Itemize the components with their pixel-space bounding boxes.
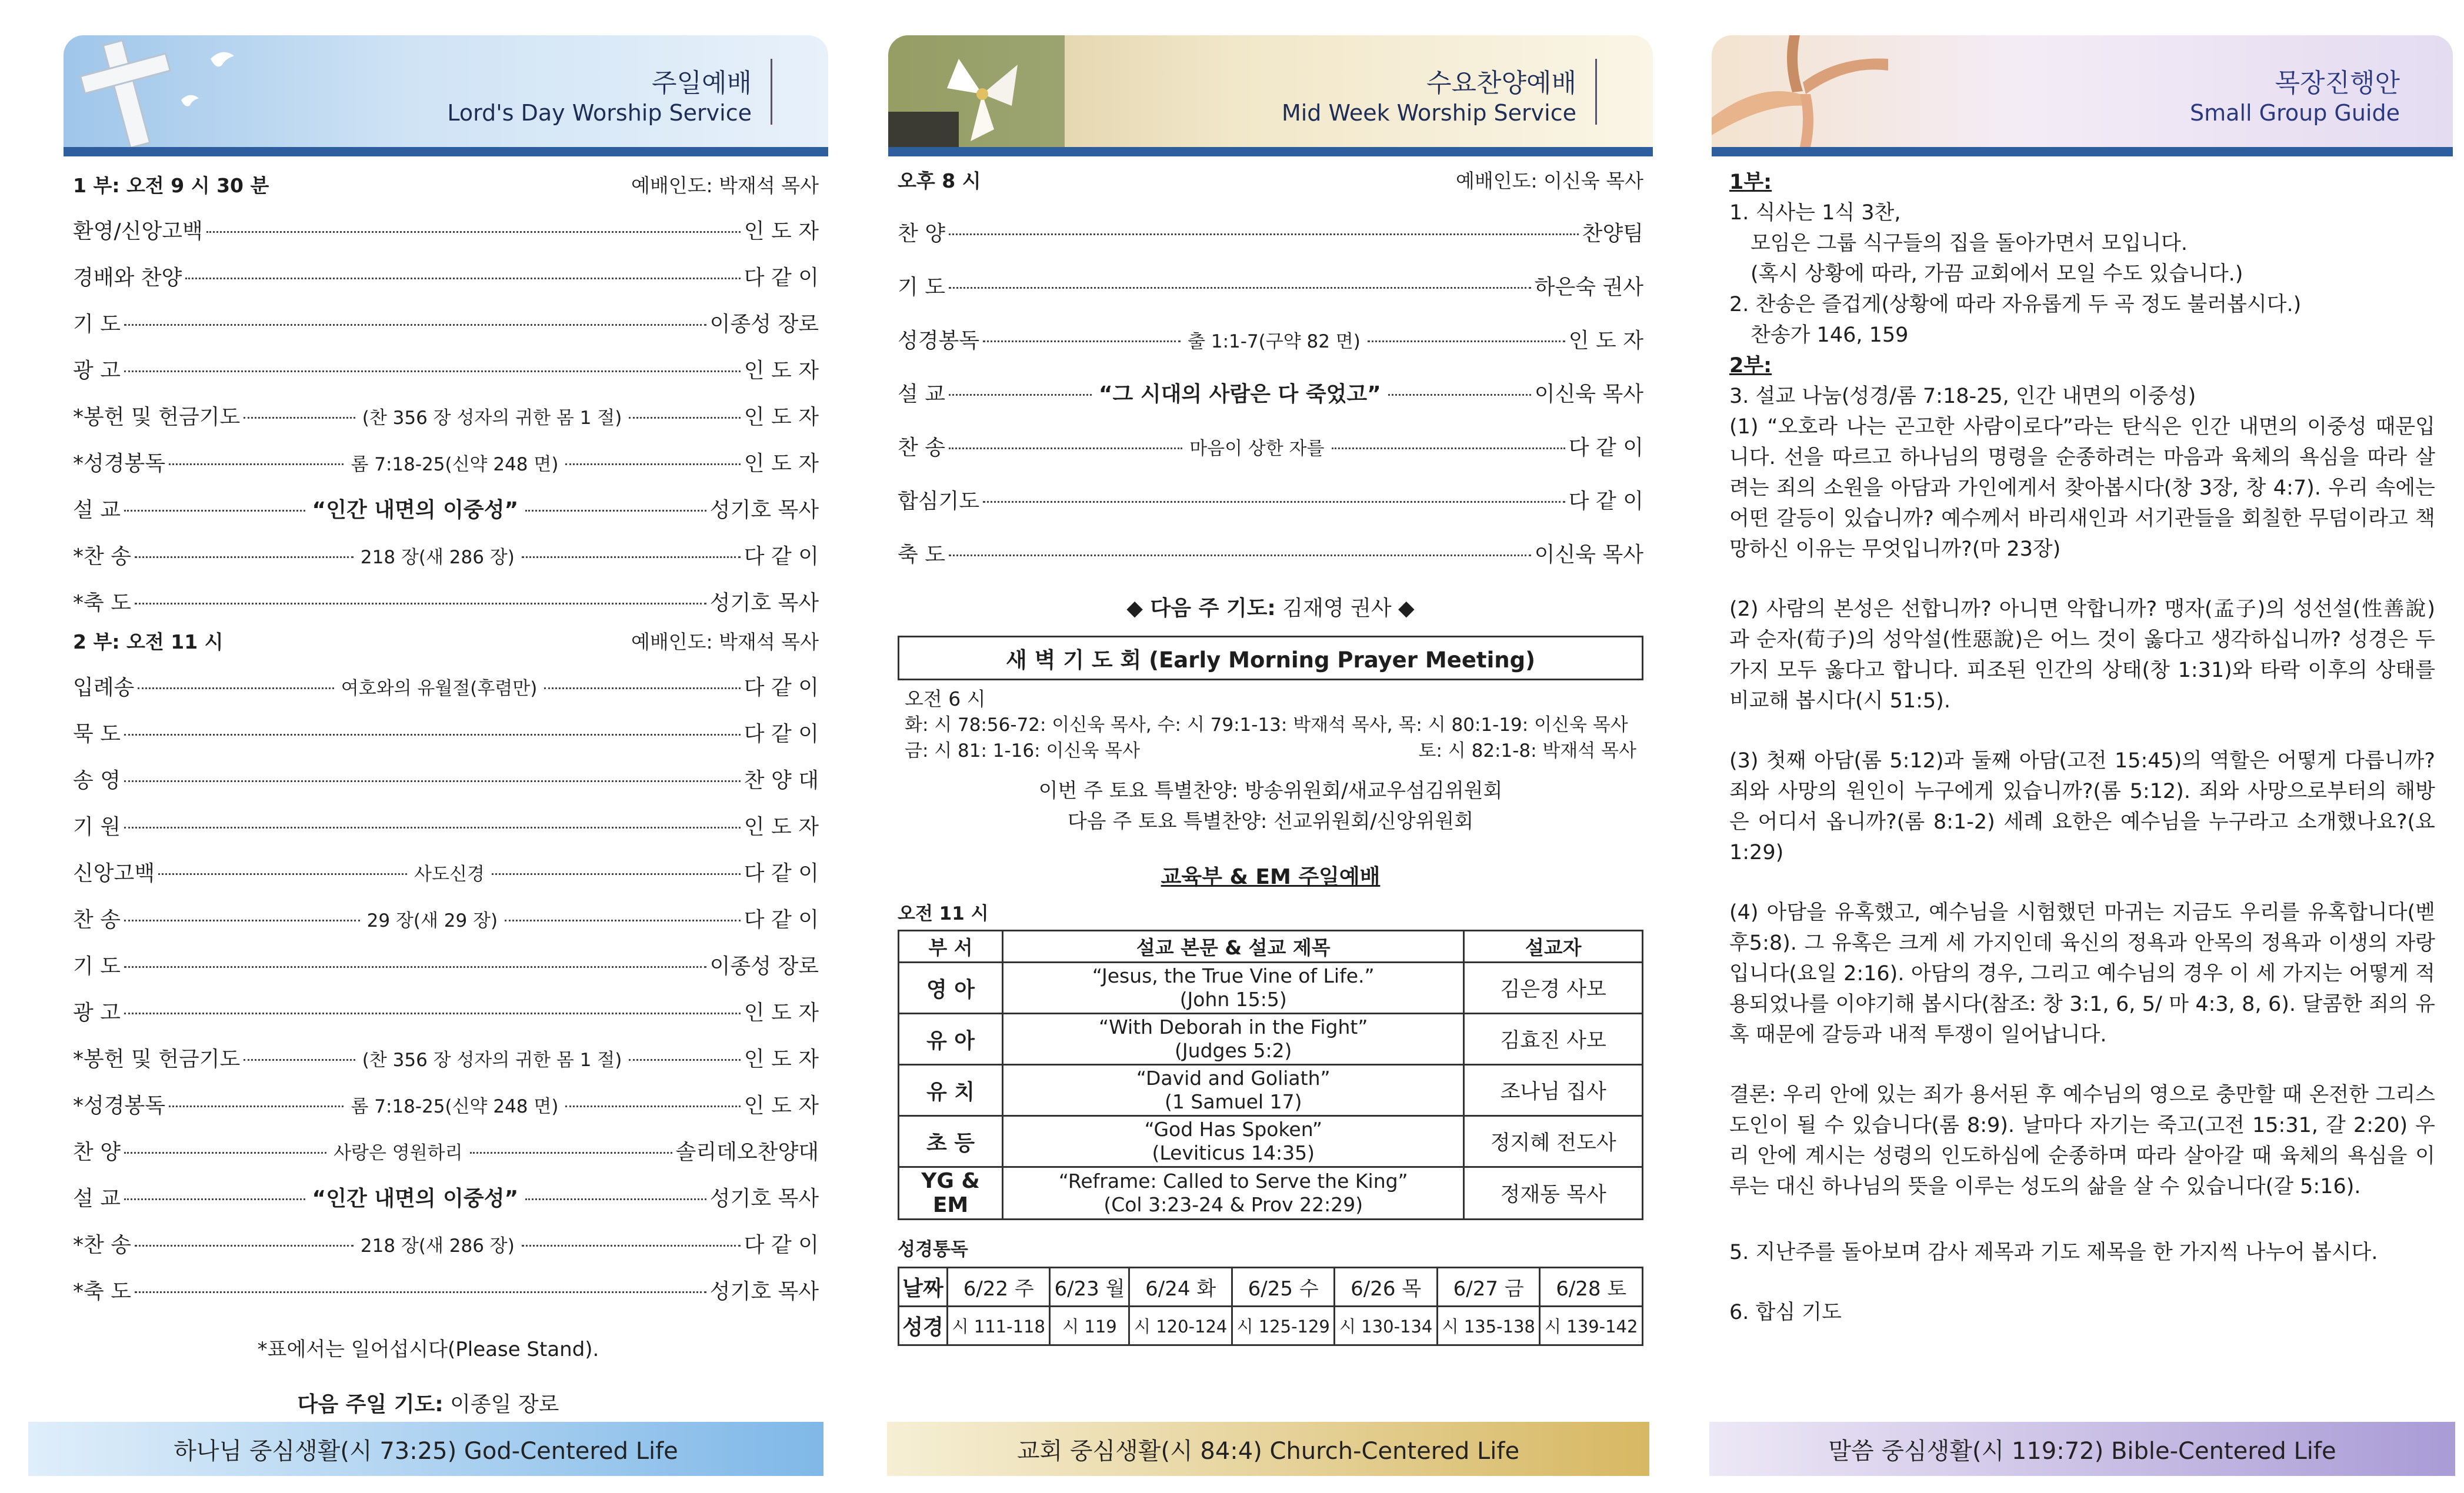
order-item xyxy=(73,1182,819,1212)
order-item-person: 다 같 이 xyxy=(743,908,819,932)
order-item-detail: 롬 7:18-25(신약 248 면) xyxy=(351,1096,559,1117)
order-item-person: 다 같 이 xyxy=(1568,489,1643,513)
order-item-person: 다 같 이 xyxy=(743,1233,819,1257)
order-item-label: 환영/신앙고백 xyxy=(73,219,203,243)
midweek-next-prayer xyxy=(898,592,1643,622)
edu-sermon xyxy=(1003,1065,1464,1116)
order-item-detail: 218 장(새 286 장) xyxy=(360,1235,515,1257)
order-item-detail: 사도신경 xyxy=(414,864,485,885)
edu-preacher: 정지혜 전도사 xyxy=(1464,1116,1643,1167)
order-item xyxy=(73,996,819,1026)
order-item xyxy=(73,857,819,887)
stand-note: *표에서는 일어섭시다(Please Stand). xyxy=(257,1338,599,1361)
edu-sermon-title: “David and Goliath” xyxy=(1136,1067,1331,1090)
order-item xyxy=(73,400,819,430)
order-item xyxy=(73,1228,819,1258)
reading-passage: 시 139-142 xyxy=(1540,1307,1643,1345)
banner-divider xyxy=(1595,59,1597,125)
dawn-friday: 금: 시 81: 1-16: 이신욱 목사 xyxy=(905,740,1141,761)
order-item-detail: 29 장(새 29 장) xyxy=(366,910,498,931)
service1-time: 1 부: 오전 9 시 30 분 xyxy=(73,174,269,197)
reading-date: 6/26 목 xyxy=(1335,1268,1438,1307)
order-item-detail: 여호와의 유월절(후렴만) xyxy=(341,678,538,699)
order-item-label: 경배와 찬양 xyxy=(73,266,182,290)
edu-preacher: 정재동 목사 xyxy=(1464,1167,1643,1220)
midweek-time: 오후 8 시 xyxy=(898,169,981,192)
order-item-label: 입례송 xyxy=(73,676,135,700)
dot-leader xyxy=(124,370,741,372)
dawn-prayer-schedule xyxy=(898,680,1643,764)
dot-leader xyxy=(135,1245,354,1247)
reading-passage: 시 119 xyxy=(1050,1307,1129,1345)
midweek-order xyxy=(898,217,1643,568)
order-item-person: 인 도 자 xyxy=(743,219,819,243)
order-item-person: 성기호 목사 xyxy=(709,1280,819,1304)
order-item xyxy=(73,1043,819,1073)
order-item-label: 설 교 xyxy=(898,382,945,406)
midweek-next-prayer-name: 김재영 권사 ◆ xyxy=(1282,596,1415,620)
dawn-saturday: 토: 시 82:1-8: 박재석 목사 xyxy=(1418,740,1636,761)
sunday-worship-column xyxy=(64,35,828,1465)
order-item xyxy=(73,1089,819,1119)
order-item-detail: 출 1:1-7(구약 82 면) xyxy=(1188,331,1361,352)
reading-table xyxy=(898,1267,1643,1346)
edu-dept: 유 치 xyxy=(899,1065,1003,1116)
midweek-next-prayer-label: ◆ 다음 주 기도: xyxy=(1126,596,1276,620)
order-item-label: 합심기도 xyxy=(898,489,980,513)
dot-leader xyxy=(629,1059,740,1061)
order-item-label: 찬 송 xyxy=(73,908,121,932)
dot-leader xyxy=(983,501,1565,503)
order-item-label: 찬 양 xyxy=(898,222,945,246)
edu-dept: YG & EM xyxy=(899,1167,1003,1220)
midweek-banner xyxy=(888,35,1653,156)
edu-sermon xyxy=(1003,1116,1464,1167)
order-item-label: 기 도 xyxy=(73,954,121,978)
dot-leader xyxy=(1368,340,1565,342)
order-item-label: *성경봉독 xyxy=(73,1094,166,1118)
order-item-person: 찬양팀 xyxy=(1582,222,1643,246)
dot-leader xyxy=(206,231,741,233)
order-item-detail: “인간 내면의 이중성” xyxy=(312,498,519,522)
reading-date: 6/25 수 xyxy=(1232,1268,1335,1307)
order-item-label: 찬 양 xyxy=(73,1140,121,1164)
dot-leader xyxy=(124,966,706,968)
small-group-column xyxy=(1712,35,2453,1465)
order-item-person: 성기호 목사 xyxy=(709,498,819,522)
order-item-person: 인 도 자 xyxy=(743,405,819,429)
special-praise xyxy=(898,776,1643,837)
midweek-subtitle: Mid Week Worship Service xyxy=(1281,100,1576,126)
dot-leader xyxy=(949,394,1092,396)
order-item xyxy=(898,217,1643,247)
edu-sermon xyxy=(1003,1167,1464,1220)
order-item xyxy=(898,270,1643,300)
sunday-subtitle: Lord's Day Worship Service xyxy=(447,100,752,126)
order-item-person: 다 같 이 xyxy=(743,676,819,700)
edu-sermon-title: “Jesus, the True Vine of Life.” xyxy=(1092,964,1375,987)
dot-leader xyxy=(949,287,1531,289)
dot-leader xyxy=(949,233,1579,235)
order-item-label: 기 원 xyxy=(73,815,121,839)
dot-leader xyxy=(124,324,706,326)
midweek-header xyxy=(898,166,1643,193)
order-item-person: 인 도 자 xyxy=(743,1094,819,1118)
order-item-label: 찬 송 xyxy=(898,436,945,460)
dawn-line-1: 화: 시 78:56-72: 이신욱 목사, 수: 시 79:1-13: 박재석 목사, 목: 시 80:1-19: 이신욱 목사 xyxy=(905,714,1628,736)
edu-header-preacher: 설교자 xyxy=(1464,931,1643,963)
dot-leader xyxy=(185,278,740,279)
midweek-worship-column xyxy=(888,35,1653,1465)
next-sunday-prayer-label: 다음 주일 기도: xyxy=(297,1392,444,1417)
dot-leader xyxy=(1332,447,1565,449)
order-item xyxy=(73,764,819,794)
order-item xyxy=(73,586,819,616)
reading-date: 6/23 월 xyxy=(1050,1268,1129,1307)
sunday-banner xyxy=(64,35,828,156)
small-group-footer: 말씀 중심생활(시 119:72) Bible-Centered Life xyxy=(1709,1422,2455,1476)
edu-header-dept: 부 서 xyxy=(899,931,1003,963)
dot-leader xyxy=(124,920,360,921)
dot-leader xyxy=(505,920,741,921)
reading-date: 6/28 토 xyxy=(1540,1268,1643,1307)
order-item-detail: (찬 356 장 성자의 귀한 몸 1 절) xyxy=(362,408,622,429)
order-item-detail: 마음이 상한 자를 xyxy=(1189,438,1325,459)
cross-dove-icon xyxy=(64,35,240,147)
edu-dept: 초 등 xyxy=(899,1116,1003,1167)
order-item-person: 인 도 자 xyxy=(743,452,819,476)
order-item-detail: 218 장(새 286 장) xyxy=(360,547,515,568)
dot-leader xyxy=(124,1152,326,1154)
reading-passage: 시 120-124 xyxy=(1129,1307,1232,1345)
order-item-label: 기 도 xyxy=(898,275,945,299)
reading-passage: 시 135-138 xyxy=(1437,1307,1540,1345)
dot-leader xyxy=(949,447,1182,449)
order-item-label: *축 도 xyxy=(73,1280,131,1304)
small-group-guide xyxy=(1712,156,2453,1328)
edu-sermon xyxy=(1003,963,1464,1014)
order-item-person: 성기호 목사 xyxy=(709,1187,819,1211)
order-item xyxy=(73,354,819,384)
edu-dept: 영 아 xyxy=(899,963,1003,1014)
dot-leader xyxy=(124,510,305,512)
part1-item-1: 1. 식사는 1식 3찬, xyxy=(1729,201,1901,225)
edu-preacher: 조나님 집사 xyxy=(1464,1065,1643,1116)
order-item-person: 다 같 이 xyxy=(743,266,819,290)
edu-sermon xyxy=(1003,1014,1464,1065)
reading-date: 6/27 금 xyxy=(1437,1268,1540,1307)
dot-leader xyxy=(983,340,1181,342)
reading-date-label: 날짜 xyxy=(899,1268,948,1307)
order-item-person: 하은숙 권사 xyxy=(1534,275,1643,299)
edu-sermon-title: “God Has Spoken” xyxy=(1144,1118,1322,1141)
next-sunday-prayer-name: 이종일 장로 xyxy=(450,1392,559,1417)
dot-leader xyxy=(135,556,354,558)
reading-passage: 시 125-129 xyxy=(1232,1307,1335,1345)
edu-table xyxy=(898,930,1643,1220)
order-item xyxy=(73,261,819,291)
order-item xyxy=(73,540,819,570)
small-group-banner xyxy=(1712,35,2453,156)
order-item-label: *찬 송 xyxy=(73,1233,131,1257)
edu-row xyxy=(899,1116,1643,1167)
service1-leader: 예배인도: 박재석 목사 xyxy=(631,174,819,197)
order-item-label: *축 도 xyxy=(73,591,131,615)
dot-leader xyxy=(138,687,334,689)
dot-leader xyxy=(158,873,407,875)
order-item-detail: “그 시대의 사람은 다 죽었고” xyxy=(1098,382,1381,406)
lily-flower-icon xyxy=(888,35,1065,147)
order-item-person: 이종성 장로 xyxy=(709,312,819,336)
order-item xyxy=(898,538,1643,568)
dot-leader xyxy=(124,1013,741,1014)
order-item-label: *찬 송 xyxy=(73,545,131,569)
order-item-person: 이종성 장로 xyxy=(709,954,819,978)
part2-item-6: 6. 합심 기도 xyxy=(1729,1301,1842,1324)
dot-leader xyxy=(544,687,740,689)
dot-leader xyxy=(169,463,344,465)
order-item xyxy=(73,447,819,477)
edu-dept: 유 아 xyxy=(899,1014,1003,1065)
dawn-prayer-title: 새 벽 기 도 회 (Early Morning Prayer Meeting) xyxy=(898,636,1643,680)
reading-passage-row xyxy=(899,1307,1643,1345)
order-item-label: 축 도 xyxy=(898,543,945,567)
dot-leader xyxy=(169,1105,344,1107)
dot-leader xyxy=(124,827,741,829)
edu-header-sermon: 설교 본문 & 설교 제목 xyxy=(1003,931,1464,963)
edu-time: 오전 11 시 xyxy=(898,903,989,924)
midweek-title: 수요찬양예배 xyxy=(1426,68,1576,98)
order-item-label: *봉헌 및 헌금기도 xyxy=(73,405,241,429)
edu-row xyxy=(899,963,1643,1014)
dot-leader xyxy=(949,555,1531,556)
edu-row xyxy=(899,1167,1643,1220)
reading-date-row xyxy=(899,1268,1643,1307)
service2-time: 2 부: 오전 11 시 xyxy=(73,630,224,653)
order-item-label: *봉헌 및 헌금기도 xyxy=(73,1047,241,1071)
edu-row xyxy=(899,1065,1643,1116)
order-item-person: 인 도 자 xyxy=(743,815,819,839)
dot-leader xyxy=(525,510,706,512)
order-item-label: 광 고 xyxy=(73,359,121,383)
dot-leader xyxy=(124,734,741,736)
order-item-person: 이신욱 목사 xyxy=(1534,543,1643,567)
order-item-person: 이신욱 목사 xyxy=(1534,382,1644,406)
order-item-label: 설 교 xyxy=(73,1187,121,1211)
reading-title: 성경통독 xyxy=(898,1239,968,1260)
order-item xyxy=(73,493,819,523)
midweek-footer: 교회 중심생활(시 84:4) Church-Centered Life xyxy=(887,1422,1649,1476)
part1-item-2-hymns: 찬송가 146, 159 xyxy=(1751,323,1909,347)
reading-passage-label: 성경 xyxy=(899,1307,948,1345)
order-item xyxy=(898,485,1643,515)
question-2: (2) 사람의 본성은 선합니까? 아니면 악합니까? 맹자(孟子)의 성선설(性善說)과 순자(荀子)의 성악설(性惡說)은 어느 것이 옳다고 생각하십니까? 성경은 두 가지 모두 옳다고 합니다. 피조된 인간의 상태(창 1:31)와 타락 이후의 상태를 비교해 봅시다(시 51:5). xyxy=(1729,597,2435,713)
order-item xyxy=(898,324,1643,354)
edu-header-row xyxy=(899,931,1643,963)
order-item-detail: 롬 7:18-25(신약 248 면) xyxy=(351,454,559,475)
sunday-title: 주일예배 xyxy=(651,68,752,98)
question-4: (4) 아담을 유혹했고, 예수님을 시험했던 마귀는 지금도 우리를 유혹합니다(벧후5:8). 그 유혹은 크게 세 가지인데 육신의 정욕과 안목의 정욕과 이생의 자랑입니다(요일 2:16). 아담의 경우, 그리고 예수님의 경우 이 세 가지는 어떻게 적용되었나를 이야기해 봅시다(참조: 창 3:1, 6, 5/ 마 4:3, 8, 6). 달콤한 죄의 유혹 때문에 갈등과 내적 투쟁이 일어납니다. xyxy=(1729,901,2435,1047)
order-item xyxy=(73,1275,819,1305)
dot-leader xyxy=(124,780,741,782)
dot-leader xyxy=(565,1105,740,1107)
dot-leader xyxy=(522,1245,741,1247)
order-item xyxy=(73,671,819,701)
edu-sermon-text: (Leviticus 14:35) xyxy=(1152,1141,1315,1164)
part1-item-2: 2. 찬송은 즐겁게(상황에 따라 자유롭게 두 곡 정도 불러봅시다.) xyxy=(1729,293,2302,316)
edu-sermon-text: (Col 3:23-24 & Prov 22:29) xyxy=(1103,1193,1363,1216)
dot-leader xyxy=(124,1198,305,1200)
edu-sermon-text: (Judges 5:2) xyxy=(1175,1039,1292,1062)
part1-item-1-detail: 모임은 그룹 식구들의 집을 돌아가면서 모입니다. xyxy=(1751,232,2188,255)
order-item-person: 인 도 자 xyxy=(743,1001,819,1025)
banner-divider xyxy=(771,59,772,125)
dot-leader xyxy=(244,1059,355,1061)
small-group-subtitle: Small Group Guide xyxy=(2190,100,2400,126)
dot-leader xyxy=(629,417,740,419)
service2-order xyxy=(73,671,819,1305)
special-praise-next-week: 다음 주 토요 특별찬양: 선교위원회/신앙위원회 xyxy=(1067,810,1474,833)
edu-sermon-title: “With Deborah in the Fight” xyxy=(1099,1016,1368,1038)
special-praise-this-week: 이번 주 토요 특별찬양: 방송위원회/새교우섬김위원회 xyxy=(1038,779,1503,803)
dot-leader xyxy=(522,556,741,558)
order-item-label: 광 고 xyxy=(73,1001,121,1025)
order-item-detail: (찬 356 장 성자의 귀한 몸 1 절) xyxy=(362,1050,622,1071)
part2-item-5: 5. 지난주를 돌아보며 감사 제목과 기도 제목을 한 가지씩 나누어 봅시다. xyxy=(1729,1241,2378,1264)
order-item-person: 성기호 목사 xyxy=(709,591,819,615)
small-group-title: 목장진행안 xyxy=(2275,68,2400,98)
midweek-leader: 예배인도: 이신욱 목사 xyxy=(1456,169,1643,192)
order-item-label: *성경봉독 xyxy=(73,452,166,476)
order-item xyxy=(73,810,819,840)
dot-leader xyxy=(1388,394,1531,396)
order-item-person: 인 도 자 xyxy=(1568,329,1644,353)
order-item-person: 솔리데오찬양대 xyxy=(675,1140,819,1164)
order-item-label: 묵 도 xyxy=(73,722,121,746)
joined-hands-icon xyxy=(1712,35,1888,147)
part2-item-3: 3. 설교 나눔(성경/롬 7:18-25, 인간 내면의 이중성) xyxy=(1729,385,2196,408)
order-item xyxy=(73,950,819,980)
order-item-person: 다 같 이 xyxy=(743,722,819,746)
sunday-footer: 하나님 중심생활(시 73:25) God-Centered Life xyxy=(28,1422,823,1476)
reading-date: 6/24 화 xyxy=(1129,1268,1232,1307)
part2-heading: 2부: xyxy=(1729,354,1772,378)
order-item-detail: “인간 내면의 이중성” xyxy=(312,1187,519,1211)
order-item xyxy=(73,717,819,747)
order-item xyxy=(73,215,819,245)
reading-date: 6/22 주 xyxy=(947,1268,1050,1307)
reading-passage: 시 130-134 xyxy=(1335,1307,1438,1345)
order-item xyxy=(898,431,1643,461)
dawn-line-2 xyxy=(905,738,1636,764)
dot-leader xyxy=(135,1291,706,1293)
dot-leader xyxy=(470,1152,672,1154)
order-item-detail: 사랑은 영원하리 xyxy=(334,1143,463,1164)
order-item xyxy=(73,308,819,338)
dot-leader xyxy=(525,1198,706,1200)
edu-sermon-text: (1 Samuel 17) xyxy=(1165,1090,1302,1113)
part1-item-1-note: (혹시 상황에 따라, 가끔 교회에서 모일 수도 있습니다.) xyxy=(1751,262,2243,286)
order-item-label: 설 교 xyxy=(73,498,121,522)
question-3: (3) 첫째 아담(롬 5:12)과 둘째 아담(고전 15:45)의 역할은 어떻게 다릅니까? 죄와 사망의 원인이 누구에게 있습니까?(롬 5:12). 죄와 사망으로부터의 해방은 어디서 옵니까?(롬 8:1-2) 세례 요한은 예수님을 누구라고 소개했나요?(요 1:29) xyxy=(1729,749,2435,864)
edu-preacher: 김효진 사모 xyxy=(1464,1014,1643,1065)
order-item-label: 신앙고백 xyxy=(73,861,155,886)
service2-leader: 예배인도: 박재석 목사 xyxy=(631,630,819,653)
order-item-person: 다 같 이 xyxy=(743,861,819,886)
order-item-person: 인 도 자 xyxy=(743,359,819,383)
order-item-person: 인 도 자 xyxy=(743,1047,819,1071)
edu-row xyxy=(899,1014,1643,1065)
service2-header xyxy=(73,627,819,654)
edu-title: 교육부 & EM 주일예배 xyxy=(1161,865,1381,889)
dot-leader xyxy=(565,463,740,465)
order-item xyxy=(73,903,819,933)
order-item-person: 다 같 이 xyxy=(1568,436,1643,460)
next-sunday-prayer xyxy=(73,1388,783,1418)
dot-leader xyxy=(135,603,706,604)
order-item-label: 성경봉독 xyxy=(898,329,980,353)
reading-passage: 시 111-118 xyxy=(947,1307,1050,1345)
order-item-label: 기 도 xyxy=(73,312,121,336)
order-item-label: 송 영 xyxy=(73,769,121,793)
order-item-person: 찬 양 대 xyxy=(743,769,819,793)
order-item-person: 다 같 이 xyxy=(743,545,819,569)
question-1: (1) “오호라 나는 곤고한 사람이로다”라는 탄식은 인간 내면의 이중성 때문입니다. 선을 따르고 하나님의 명령을 순종하려는 마음과 육체의 욕심을 따라 살려는 죄의 소원을 아담과 가인에게서 찾아봅시다(창 3장, 창 4:7). 우리 속에는 어떤 갈등이 있습니까? 예수께서 바리새인과 서기관들을 회칠한 무덤이라고 책망하신 이유는 무엇입니까?(마 23장) xyxy=(1729,415,2435,561)
dot-leader xyxy=(492,873,741,875)
service1-order xyxy=(73,215,819,616)
conclusion: 결론: 우리 안에 있는 죄가 용서된 후 예수님의 영으로 충만할 때 온전한 그리스도인이 될 수 있습니다(롬 8:9). 날마다 자기는 죽고(고전 15:31, 갈 2:20) 우리 안에 계시는 성령의 인도하심에 순종하며 따라 살아갈 때 육체의 욕심을 이루는 대신 하나님의 뜻을 이루는 성도의 삶을 살 수 있습니다(갈 5:16). xyxy=(1729,1083,2435,1198)
service1-header xyxy=(73,171,819,198)
order-item xyxy=(73,1135,819,1165)
dawn-time: 오전 6 시 xyxy=(905,687,986,710)
edu-sermon-text: (John 15:5) xyxy=(1179,988,1287,1011)
edu-preacher: 김은경 사모 xyxy=(1464,963,1643,1014)
part1-heading: 1부: xyxy=(1729,171,1772,194)
order-item xyxy=(898,378,1643,408)
edu-sermon-title: “Reframe: Called to Serve the King” xyxy=(1058,1170,1408,1193)
dot-leader xyxy=(244,417,355,419)
